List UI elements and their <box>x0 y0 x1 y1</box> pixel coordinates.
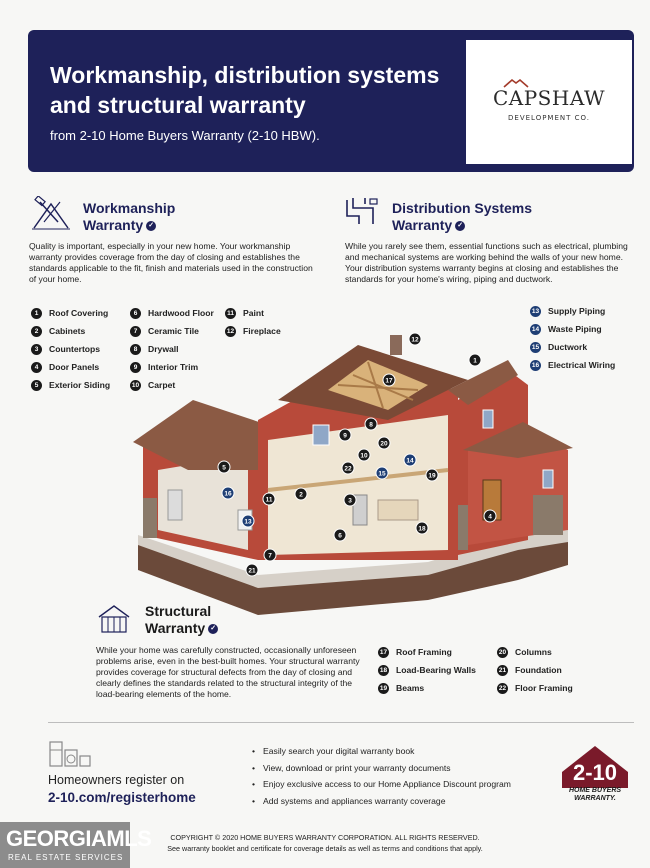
svg-text:2: 2 <box>299 491 303 499</box>
list-item <box>530 302 615 320</box>
svg-text:3: 3 <box>348 497 352 505</box>
list-item <box>378 661 476 679</box>
number-badge: 15 <box>531 343 540 351</box>
house-callout-11 <box>263 493 275 505</box>
number-badge: 7 <box>130 326 141 337</box>
svg-text:15: 15 <box>378 470 386 478</box>
check-icon: ✓ <box>208 624 218 634</box>
house-callout-4 <box>484 510 496 522</box>
house-callout-8 <box>365 418 377 430</box>
number-badge: 14 <box>531 325 540 333</box>
number-badge: 18 <box>379 666 388 674</box>
pipes-icon <box>343 196 381 228</box>
list-item-label: Waste Piping <box>548 324 602 334</box>
list-item-label: Cabinets <box>49 326 86 336</box>
house-callout-16 <box>222 487 234 499</box>
list-item-label: Paint <box>243 308 265 318</box>
list-item <box>497 661 573 679</box>
list-item-label: Fireplace <box>243 326 281 336</box>
page-subtitle: from 2-10 Home Buyers Warranty (2-10 HBW). <box>50 128 320 143</box>
svg-text:4: 4 <box>488 513 492 521</box>
house-callout-9 <box>339 429 351 441</box>
register-prompt: Homeowners register on <box>48 773 185 787</box>
svg-text:11: 11 <box>265 496 273 504</box>
svg-text:14: 14 <box>406 457 414 465</box>
georgiamls-watermark: GEORGIAMLS REAL ESTATE SERVICES <box>0 822 130 868</box>
register-benefits <box>252 743 511 809</box>
house-frame-icon <box>96 603 132 635</box>
list-item-label: Interior Trim <box>148 362 199 372</box>
house-callout-17 <box>383 374 395 386</box>
number-badge: 21 <box>498 666 507 674</box>
list-item <box>130 304 214 322</box>
number-badge: 12 <box>226 327 235 335</box>
svg-text:12: 12 <box>411 336 419 344</box>
list-item <box>225 304 281 322</box>
section-divider <box>48 722 634 723</box>
register-link[interactable]: 2-10.com/registerhome <box>48 790 196 805</box>
house-callout-20 <box>378 437 390 449</box>
number-badge: 20 <box>498 648 507 656</box>
list-item-label: Roof Framing <box>396 647 452 657</box>
list-item-label: Exterior Siding <box>49 380 111 390</box>
house-callout-2 <box>295 488 307 500</box>
benefit-item: • Add systems and appliances warranty coverage <box>252 793 511 810</box>
house-callout-12 <box>409 333 421 345</box>
list-item-label: Columns <box>515 647 552 657</box>
svg-text:22: 22 <box>344 465 352 473</box>
svg-text:8: 8 <box>369 421 373 429</box>
workmanship-description: Quality is important, especially in your new home. Your workmanship warranty provides coverage from the day of closing and establishes the standards applicable to the fit, finish and materials used in the construction of your home. <box>29 241 313 284</box>
list-item <box>31 340 110 358</box>
number-badge: 5 <box>31 380 42 391</box>
list-item-label: Floor Framing <box>515 683 573 693</box>
svg-text:1: 1 <box>473 357 477 365</box>
house-callout-5 <box>218 461 230 473</box>
house-callout-13 <box>242 515 254 527</box>
chimney <box>390 335 402 355</box>
house-callout-6 <box>334 529 346 541</box>
list-item <box>497 643 573 661</box>
list-item-label: Foundation <box>515 665 562 675</box>
list-item-label: Drywall <box>148 344 179 354</box>
house-callout-14 <box>404 454 416 466</box>
svg-text:19: 19 <box>428 472 436 480</box>
list-item-label: Carpet <box>148 380 176 390</box>
svg-text:16: 16 <box>224 490 232 498</box>
list-item-label: Hardwood Floor <box>148 308 214 318</box>
hbw-logo-text: HOME BUYERS WARRANTY. <box>568 787 622 802</box>
number-badge: 10 <box>131 381 140 389</box>
page-title: Workmanship, distribution systems and structural warranty <box>50 62 440 118</box>
number-badge: 13 <box>531 307 540 315</box>
logo-name: CAPSHAW <box>492 86 606 110</box>
structural-description: While your home was carefully constructed, occasionally unforeseen problems arise, even in the best-built homes. Your structural warranty provides coverage for structural defects from the day of closing and clearly defines the standards related to the structural integrity of the load-bearing elements of the home. <box>96 645 360 699</box>
svg-text:13: 13 <box>244 518 252 526</box>
list-item-label: Ceramic Tile <box>148 326 199 336</box>
list-item-label: Countertops <box>49 344 101 354</box>
distribution-title: Distribution Systems Warranty ✓ <box>392 200 533 233</box>
list-item <box>378 679 476 697</box>
svg-text:18: 18 <box>418 525 426 533</box>
house-callout-21 <box>246 564 258 576</box>
workmanship-title: Workmanship Warranty ✓ <box>83 200 176 233</box>
house-callout-22 <box>342 462 354 474</box>
number-badge: 9 <box>130 362 141 373</box>
list-item-label: Beams <box>396 683 425 693</box>
distribution-description: While you rarely see them, essential functions such as electrical, plumbing and mechanical systems are working behind the walls of your new home. Your distribution systems warranty begins at closing and establishes the standards for your home's wiring, piping and ductwork. <box>345 241 628 284</box>
number-badge: 3 <box>31 344 42 355</box>
svg-text:5: 5 <box>222 464 226 472</box>
check-icon: ✓ <box>146 221 156 231</box>
house-callout-15 <box>376 467 388 479</box>
list-item-label: Electrical Wiring <box>548 360 616 370</box>
list-item-label: Door Panels <box>49 362 100 372</box>
svg-text:17: 17 <box>385 377 393 385</box>
benefit-item: • View, download or print your warranty documents <box>252 760 511 777</box>
number-badge: 8 <box>130 344 141 355</box>
hbw-logo-number: 2-10 <box>572 760 618 785</box>
house-callout-18 <box>416 522 428 534</box>
number-badge: 16 <box>531 361 540 369</box>
house-callout-10 <box>358 449 370 461</box>
svg-text:7: 7 <box>268 552 272 560</box>
copyright-notice: COPYRIGHT © 2020 HOME BUYERS WARRANTY CORPORATION. ALL RIGHTS RESERVED. See warranty booklet and certificate for coverage details as well as terms and conditions that apply. <box>167 833 483 853</box>
svg-text:9: 9 <box>343 432 347 440</box>
check-icon: ✓ <box>455 221 465 231</box>
number-badge: 1 <box>31 308 42 319</box>
list-item-label: Supply Piping <box>548 306 606 316</box>
workmanship-list-1 <box>31 304 110 394</box>
svg-text:20: 20 <box>380 440 388 448</box>
house-callout-7 <box>264 549 276 561</box>
capshaw-logo <box>466 40 632 164</box>
number-badge: 4 <box>31 362 42 373</box>
list-item-label: Load-Bearing Walls <box>396 665 476 675</box>
house-cutaway-illustration <box>128 330 588 615</box>
structural-title: Structural Warranty ✓ <box>145 603 218 637</box>
list-item-label: Ductwork <box>548 342 588 352</box>
appliances-icon <box>48 740 92 768</box>
list-item <box>31 376 110 394</box>
house-callout-3 <box>344 494 356 506</box>
list-item <box>31 358 110 376</box>
number-badge: 2 <box>31 326 42 337</box>
benefit-item: • Easily search your digital warranty book <box>252 743 511 760</box>
number-badge: 22 <box>498 684 507 692</box>
svg-text:6: 6 <box>338 532 342 540</box>
list-item <box>31 304 110 322</box>
house-callout-1 <box>469 354 481 366</box>
svg-text:10: 10 <box>360 452 368 460</box>
number-badge: 6 <box>130 308 141 319</box>
structural-list-1 <box>378 643 476 697</box>
list-item <box>497 679 573 697</box>
structural-list-2 <box>497 643 573 697</box>
list-item <box>31 322 110 340</box>
number-badge: 11 <box>225 308 236 319</box>
list-item-label: Roof Covering <box>49 308 109 318</box>
list-item <box>378 643 476 661</box>
logo-subtitle: DEVELOPMENT CO. <box>508 114 590 122</box>
benefit-item: • Enjoy exclusive access to our Home Appliance Discount program <box>252 776 511 793</box>
number-badge: 17 <box>379 648 388 656</box>
svg-text:21: 21 <box>248 567 256 575</box>
number-badge: 19 <box>379 684 388 692</box>
house-callout-19 <box>426 469 438 481</box>
workmanship-tools-icon <box>30 196 72 232</box>
